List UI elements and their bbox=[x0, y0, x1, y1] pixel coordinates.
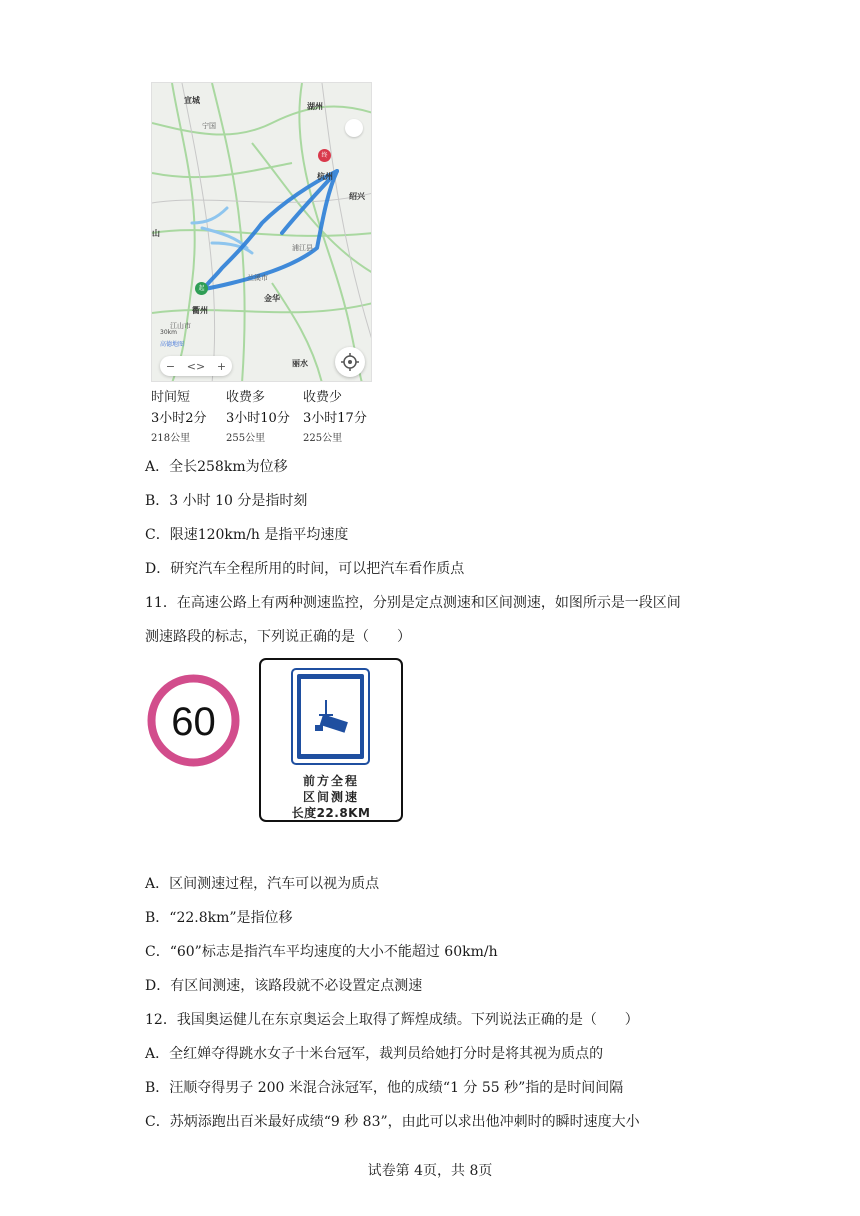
route-tag: 时间短 bbox=[151, 390, 191, 405]
pan-button[interactable]: <> bbox=[186, 359, 206, 373]
route-tag: 收费少 bbox=[303, 390, 343, 405]
map-label-jinhua: 金华 bbox=[264, 294, 280, 303]
map-label-quzhou: 衢州 bbox=[192, 306, 208, 315]
q12-option-a: A．全红婵夺得跳水女子十米台冠军，裁判员给她打分时是将其视为质点的 bbox=[145, 1046, 604, 1062]
route-distance: 255公里 bbox=[226, 433, 266, 444]
map-label-huzhou: 湖州 bbox=[307, 102, 323, 111]
route-tag: 收费多 bbox=[226, 390, 266, 405]
locate-button[interactable] bbox=[335, 347, 365, 377]
zoom-in-button[interactable]: + bbox=[216, 359, 227, 373]
map-label-ningguo: 宁国 bbox=[202, 122, 216, 130]
map-label-shaoxing: 绍兴 bbox=[349, 192, 365, 201]
q11-option-b: B．“22.8km”是指位移 bbox=[145, 910, 293, 926]
q12-option-b: B．汪顺夺得男子 200 米混合泳冠军，他的成绩“1 分 55 秒”指的是时间间隔 bbox=[145, 1080, 624, 1096]
map-label-lanxi: 兰溪市 bbox=[247, 274, 268, 282]
q11-option-d: D．有区间测速，该路段就不必设置定点测速 bbox=[145, 978, 423, 994]
q10-option-b: B．3 小时 10 分是指时刻 bbox=[145, 493, 308, 509]
sign-line-3: 长度22.8KM bbox=[291, 806, 371, 820]
section-speed-sign bbox=[259, 658, 403, 822]
route-time: 3小时17分 bbox=[303, 411, 367, 426]
q11-stem-line1: 11．在高速公路上有两种测速监控，分别是定点测速和区间测速，如图所示是一段区间 bbox=[145, 595, 681, 611]
map-label-pujiang: 浦江县 bbox=[292, 244, 313, 252]
route-option-2[interactable] bbox=[226, 386, 306, 444]
map-scale: 30km bbox=[160, 329, 177, 336]
map-zoom-controls bbox=[160, 356, 232, 376]
zoom-out-button[interactable]: − bbox=[165, 359, 176, 373]
sign-line-2: 区间测速 bbox=[302, 790, 359, 804]
map-brand: 高德地图 bbox=[160, 341, 185, 348]
map-canvas bbox=[152, 83, 372, 382]
map-label-lishui: 丽水 bbox=[292, 359, 308, 368]
route-option-1[interactable] bbox=[151, 386, 231, 444]
locate-icon bbox=[335, 347, 365, 377]
speed-limit-value: 60 bbox=[171, 700, 216, 744]
q10-option-c: C．限速120km/h 是指平均速度 bbox=[145, 527, 349, 543]
camera-icon bbox=[293, 670, 368, 763]
route-map[interactable] bbox=[151, 82, 372, 382]
q12-option-c: C．苏炳添跑出百米最好成绩“9 秒 83”，由此可以求出他冲刺时的瞬时速度大小 bbox=[145, 1114, 640, 1130]
map-label-jiangshan: 江山市 bbox=[170, 322, 191, 330]
camera-sign-panel bbox=[291, 668, 370, 765]
q11-stem-line2: 测速路段的标志，下列说正确的是（ ） bbox=[145, 629, 411, 645]
q10-option-a: A．全长258km为位移 bbox=[145, 459, 288, 475]
map-label-shan: 山 bbox=[152, 229, 160, 238]
map-label-xuancheng: 宣城 bbox=[184, 96, 200, 105]
q10-option-d: D．研究汽车全程所用的时间，可以把汽车看作质点 bbox=[145, 561, 465, 577]
q11-option-a: A．区间测速过程，汽车可以视为质点 bbox=[145, 876, 380, 892]
map-label-hangzhou: 杭州 bbox=[317, 172, 333, 181]
route-time: 3小时2分 bbox=[151, 411, 207, 426]
sign-line-1: 前方全程 bbox=[302, 774, 359, 788]
route-time: 3小时10分 bbox=[226, 411, 290, 426]
route-distance: 218公里 bbox=[151, 433, 191, 444]
q12-stem: 12．我国奥运健儿在东京奥运会上取得了辉煌成绩。下列说法正确的是（ ） bbox=[145, 1012, 639, 1028]
page-footer: 试卷第 4页，共 8页 bbox=[367, 1163, 493, 1179]
route-option-3[interactable] bbox=[303, 386, 383, 444]
end-pin-icon[interactable]: 终 bbox=[318, 149, 331, 162]
q11-option-c: C．“60”标志是指汽车平均速度的大小不能超过 60km/h bbox=[145, 944, 498, 960]
speed-limit-sign bbox=[147, 674, 240, 767]
route-distance: 225公里 bbox=[303, 433, 343, 444]
layers-icon[interactable] bbox=[345, 119, 363, 137]
start-pin-icon[interactable]: 起 bbox=[195, 282, 208, 295]
